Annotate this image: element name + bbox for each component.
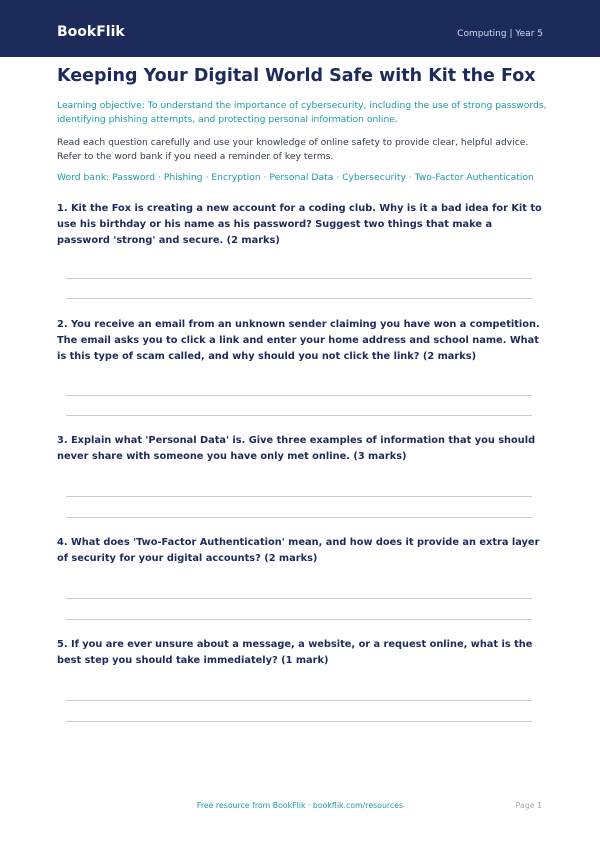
answer-line[interactable] (66, 298, 532, 299)
answer-line[interactable] (66, 395, 532, 396)
footer-credit[interactable]: Free resource from BookFlik · bookflik.com/resources (196, 801, 404, 810)
answer-line[interactable] (66, 415, 532, 416)
question-1: 1. Kit the Fox is creating a new account for a coding club. Why is it a bad idea for Kit to use his birthday or his name as his password? Suggest two things that make a password 'strong' and secure. (2 marks) (57, 203, 542, 246)
question-4: 4. What does 'Two-Factor Authentication' mean, and how does it provide an extra layer of security for your digital accounts? (2 marks) (57, 537, 540, 564)
learning-objective: Learning objective: To understand the importance of cybersecurity, including the use of strong passwords, identifying phishing attempts, and protecting personal information online. (57, 100, 547, 125)
answer-line[interactable] (66, 278, 532, 279)
answer-line[interactable] (66, 721, 532, 722)
header-bar (0, 0, 600, 57)
brand-logo-text[interactable]: BookFlik (57, 24, 125, 40)
page-number: Page 1 (515, 801, 542, 810)
answer-line[interactable] (66, 496, 532, 497)
answer-line[interactable] (66, 517, 532, 518)
question-2: 2. You receive an email from an unknown sender claiming you have won a competition. The email asks you to click a link and enter your home address and school name. What is this type of scam called, and why should you not click the link? (2 marks) (57, 319, 540, 362)
subject-year-label: Computing | Year 5 (457, 29, 543, 39)
answer-line[interactable] (66, 598, 532, 599)
answer-line[interactable] (66, 619, 532, 620)
question-3: 3. Explain what 'Personal Data' is. Give three examples of information that you should never share with someone you have only met online. (3 marks) (57, 435, 536, 462)
question-5: 5. If you are ever unsure about a message, a website, or a request online, what is the best step you should take immediately? (1 mark) (57, 639, 533, 666)
page-title: Keeping Your Digital World Safe with Kit the Fox (57, 66, 536, 86)
answer-line[interactable] (66, 700, 532, 701)
word-bank: Word bank: Password · Phishing · Encryption · Personal Data · Cybersecurity · Two-Factor Authentication (57, 172, 534, 183)
instructions-text: Read each question carefully and use your knowledge of online safety to provide clear, helpful advice. Refer to the word bank if you need a reminder of key terms. (57, 137, 529, 162)
